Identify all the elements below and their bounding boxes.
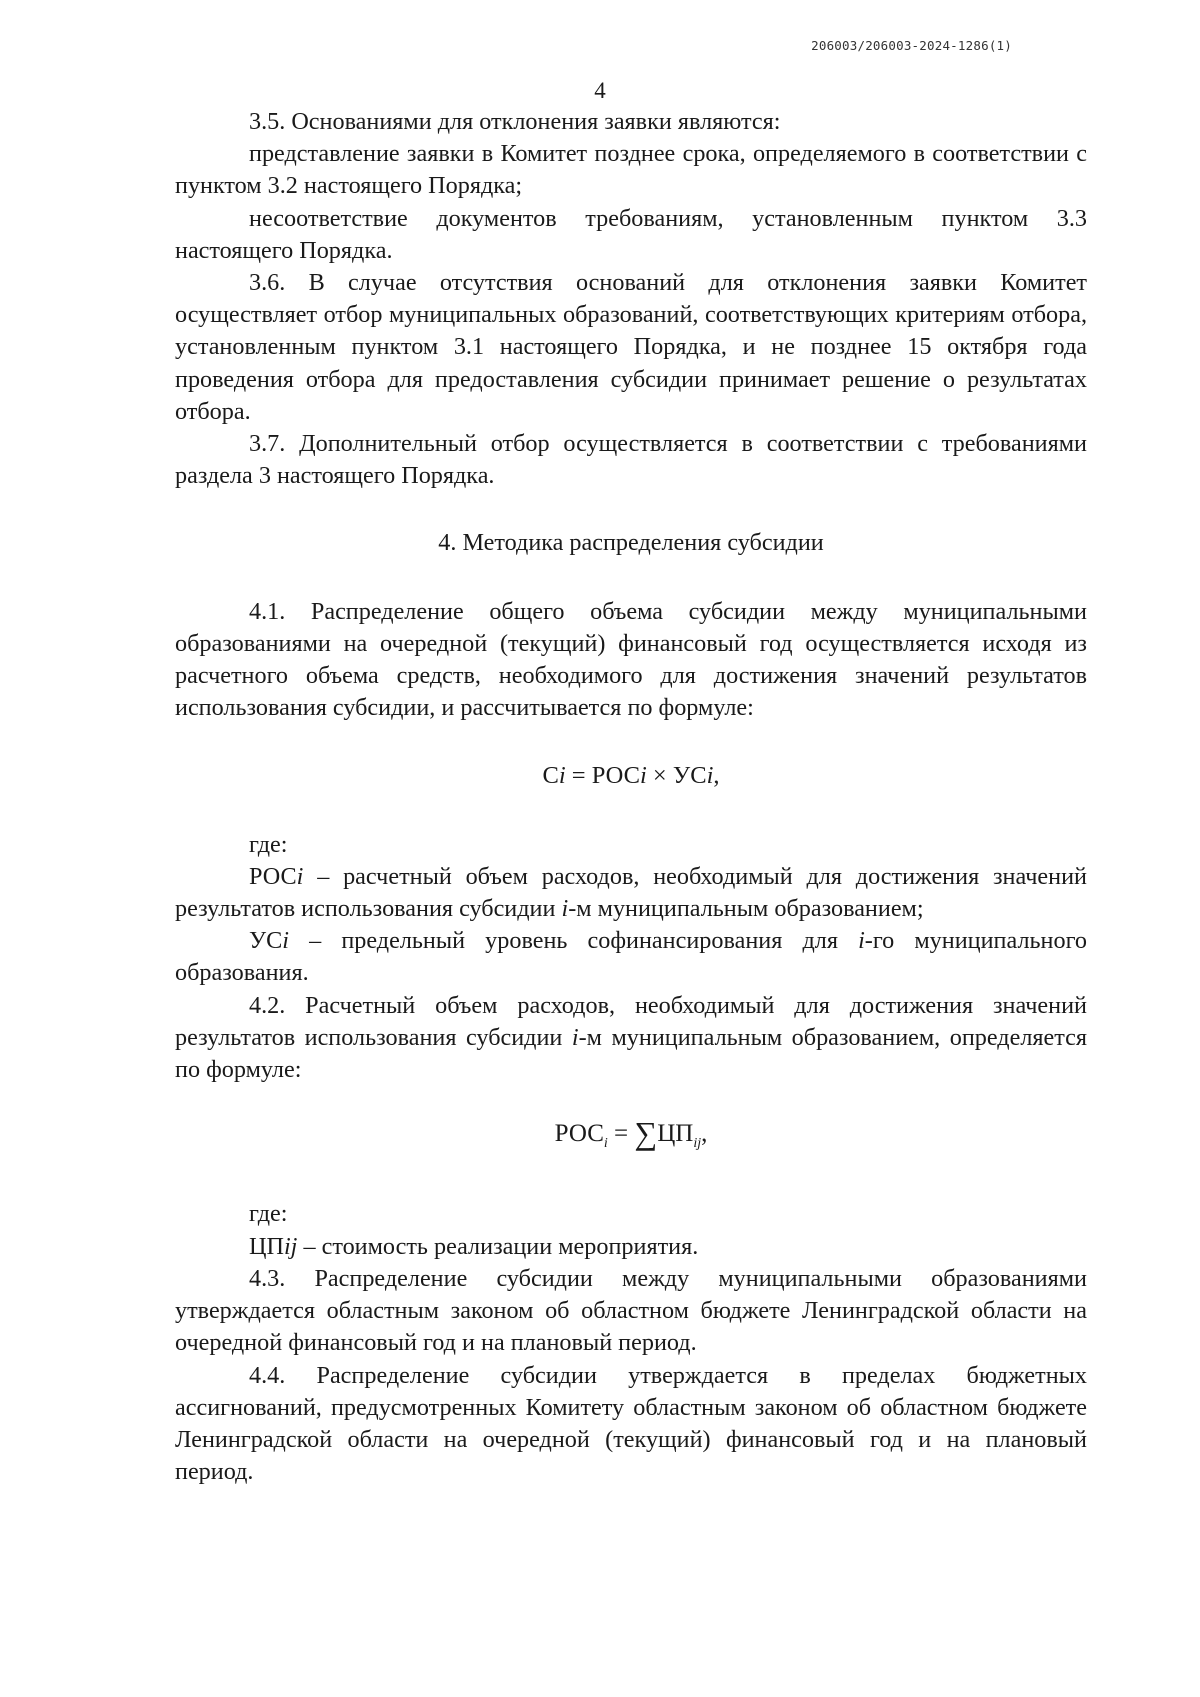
definition-cp-term: ЦП: [249, 1232, 284, 1260]
definition-ros-index: i: [296, 862, 304, 890]
definition-ros-term: РОС: [249, 862, 297, 890]
definition-ros: [175, 861, 1087, 925]
document-id: 206003/206003-2024-1286(1): [811, 38, 1012, 53]
definition-cp-index: ij: [283, 1232, 298, 1260]
summation-symbol: ∑: [634, 1115, 658, 1152]
paragraph-4-2-index: i: [571, 1023, 579, 1051]
section-4-title: 4. Методика распределения субсидии: [438, 529, 824, 557]
formula-1-index-2: i: [639, 762, 647, 790]
definition-us-index-2: i: [858, 927, 865, 955]
page-number: 4: [594, 78, 606, 103]
definition-ros-text-2: -м муниципальным образованием;: [568, 895, 924, 923]
definition-us-text-2: -го муниципального образования.: [175, 927, 1087, 987]
formula-2-lhs-sub: i: [603, 1136, 608, 1152]
paragraph-4-2-text-2: -м муниципальным образованием, определяется по формуле:: [175, 1023, 1087, 1084]
formula-2-lhs: РОС: [554, 1120, 604, 1148]
definition-us-text: – предельный уровень софинансирования для: [289, 927, 859, 955]
formula-2-eq: =: [607, 1120, 635, 1148]
formula-1-c: С: [542, 762, 559, 790]
paragraph-3-5-item-2: несоответствие документов требованиям, установленным пунктом 3.3 настоящего Порядка.: [175, 204, 1087, 264]
paragraph-4-1: 4.1. Распределение общего объема субсидии между муниципальными образованиями на очередной (текущий) финансовый год осуществляется исходя из расчетного объема средств, необходимого для достижения значений результатов использования субсидии, и рассчитывается по формуле:: [175, 597, 1087, 722]
definition-us-term: УС: [249, 927, 283, 955]
paragraph-4-2: [175, 990, 1087, 1087]
paragraph-4-4: 4.4. Распределение субсидии утверждается в пределах бюджетных ассигнований, предусмотренных Комитету областным законом об областном бюджете Ленинградской области на очередной (текущий) финансовый год и на плановый период.: [175, 1361, 1087, 1486]
formula-2-end: ,: [701, 1120, 708, 1148]
formula-1-eq: = РОС: [565, 762, 640, 790]
paragraph-3-7: 3.7. Дополнительный отбор осуществляется в соответствии с требованиями раздела 3 настоящего Порядка.: [175, 430, 1087, 490]
paragraph-3-5-item-1: представление заявки в Комитет позднее срока, определяемого в соответствии с пунктом 3.2 настоящего Порядка;: [175, 140, 1087, 200]
formula-1-times: × УС: [646, 762, 707, 790]
where-label-1: где:: [249, 830, 288, 858]
formula-1-index-3: i: [706, 762, 714, 790]
definition-us-index: i: [282, 927, 289, 955]
definition-ros-index-2: i: [561, 895, 569, 923]
definition-cp-text: – стоимость реализации мероприятия.: [297, 1232, 699, 1260]
formula-2-rhs: ЦП: [657, 1120, 694, 1148]
definition-us: [175, 925, 1087, 989]
document-body: [175, 106, 1087, 1488]
paragraph-4-2-text: 4.2. Расчетный объем расходов, необходимый для достижения значений результатов использования субсидии: [175, 991, 1087, 1051]
formula-2: [175, 1117, 1087, 1160]
definition-cp: [175, 1231, 1087, 1263]
formula-2-rhs-sub: ij: [693, 1136, 702, 1152]
formula-1-end: ,: [713, 762, 720, 790]
paragraph-3-6: 3.6. В случае отсутствия оснований для отклонения заявки Комитет осуществляет отбор муниципальных образований, соответствующих критериям отбора, установленным пунктом 3.1 настоящего Порядка, и не позднее 15 октября года проведения отбора для предоставления субсидии принимает решение о результатах отбора.: [175, 269, 1087, 425]
formula-1: [175, 760, 1087, 792]
formula-1-index: i: [558, 762, 566, 790]
where-label-2: где:: [249, 1200, 288, 1228]
definition-ros-text: – расчетный объем расходов, необходимый для достижения значений результатов использования субсидии: [175, 862, 1087, 923]
paragraph-4-3: 4.3. Распределение субсидии между муниципальными образованиями утверждается областным законом об областном бюджете Ленинградской области на очередной финансовый год и на плановый период.: [175, 1264, 1087, 1357]
paragraph-3-5: 3.5. Основаниями для отклонения заявки являются:: [249, 108, 781, 135]
